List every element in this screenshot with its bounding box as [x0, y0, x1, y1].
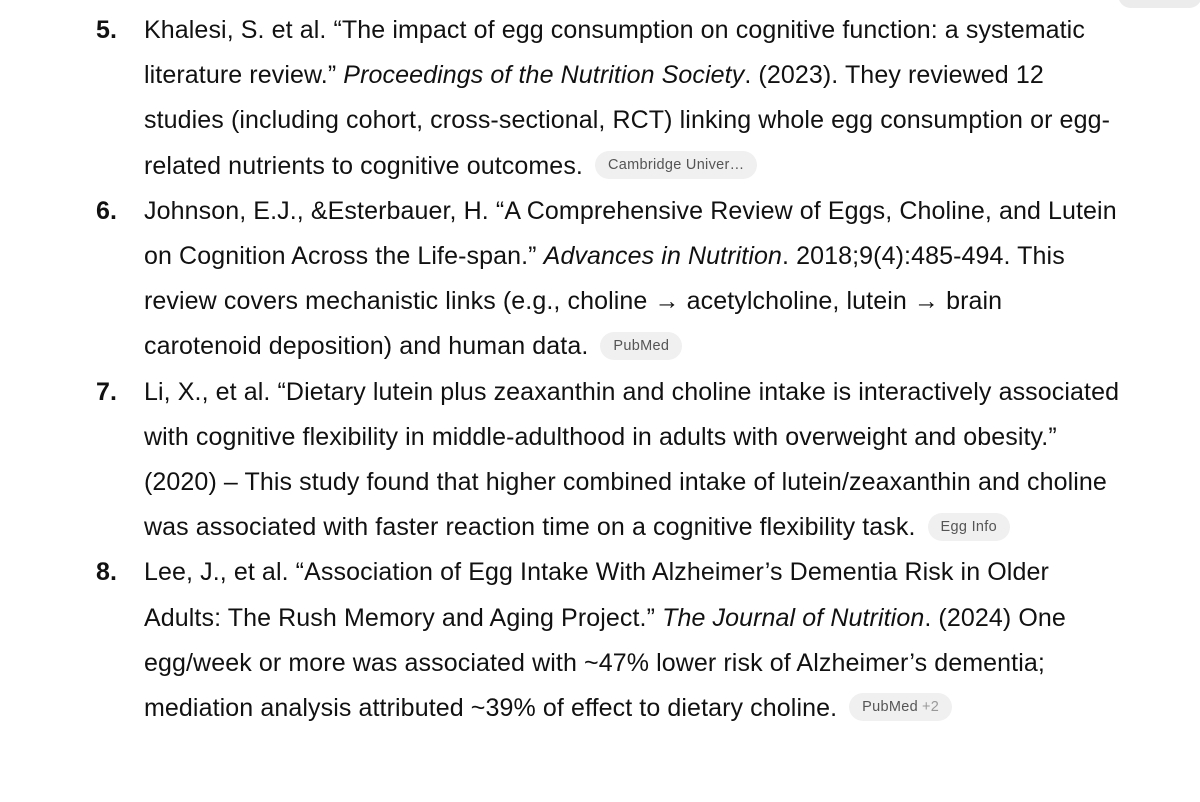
reference-text-lead: Johnson, E.J., &Esterbauer, H. “A Comprehensive Review of Eggs, Choline, and Lutein on Cognition Across the Life-span.”	[144, 196, 1117, 271]
journal-title: The Journal of Nutrition	[662, 603, 925, 632]
source-chip-label: PubMed	[862, 699, 918, 716]
reference-text-lead: Khalesi, S. et al. “The impact of egg consumption on cognitive function: a systematic literature review.”	[144, 16, 1085, 90]
journal-title: Advances in Nutrition	[543, 242, 783, 271]
source-chip-label: PubMed	[613, 337, 670, 354]
source-chip[interactable]	[849, 693, 952, 721]
source-chip[interactable]	[928, 513, 1010, 541]
reference-text-lead: Li, X., et al. “Dietary lutein plus zeaxanthin and choline intake is interactively associated with cognitive flexibility in middle-adulthood in adults with overweight and obesity.” (2020) – This study found that higher combined intake of lutein/zeaxanthin and choline was associated with faster reaction time on a cognitive flexibility task.	[144, 377, 1120, 542]
reference-text-lead: Lee, J., et al. “Association of Egg Intake With Alzheimer’s Dementia Risk in Older Adults: The Rush Memory and Aging Project.”	[144, 558, 1049, 632]
reference-number: 8.	[96, 558, 118, 587]
journal-title: Proceedings of the Nutrition Society	[343, 61, 745, 90]
source-chip-label: Cambridge Univer…	[607, 157, 745, 173]
reference-text-tail: . 2018;9(4):485-494. This review covers mechanistic links (e.g., choline → acetylcholine, lutein → brain carotenoid deposition) and human data.	[144, 242, 1065, 361]
source-chip-extra-count: +2	[921, 699, 940, 716]
reference-item	[0, 8, 1200, 189]
reference-list	[0, 8, 1200, 731]
reference-number: 6.	[96, 196, 118, 225]
reference-item	[0, 370, 1200, 551]
reference-number: 5.	[96, 16, 118, 44]
reference-text-tail: . (2024) One egg/week or more was associated with ~47% lower risk of Alzheimer’s dementia; mediation analysis attributed ~39% of effect to dietary choline.	[144, 603, 1066, 723]
reference-number: 7.	[96, 377, 118, 406]
source-chip-label: Egg Info	[940, 518, 997, 535]
reference-text-tail: . (2023). They reviewed 12 studies (including cohort, cross-sectional, RCT) linking whole egg consumption or egg-related nutrients to cognitive outcomes.	[144, 61, 1110, 180]
reference-item	[0, 550, 1200, 731]
reference-item	[0, 189, 1200, 370]
source-chip-partial[interactable]	[1118, 0, 1200, 8]
source-chip[interactable]	[595, 151, 757, 179]
source-chip[interactable]	[600, 332, 682, 360]
